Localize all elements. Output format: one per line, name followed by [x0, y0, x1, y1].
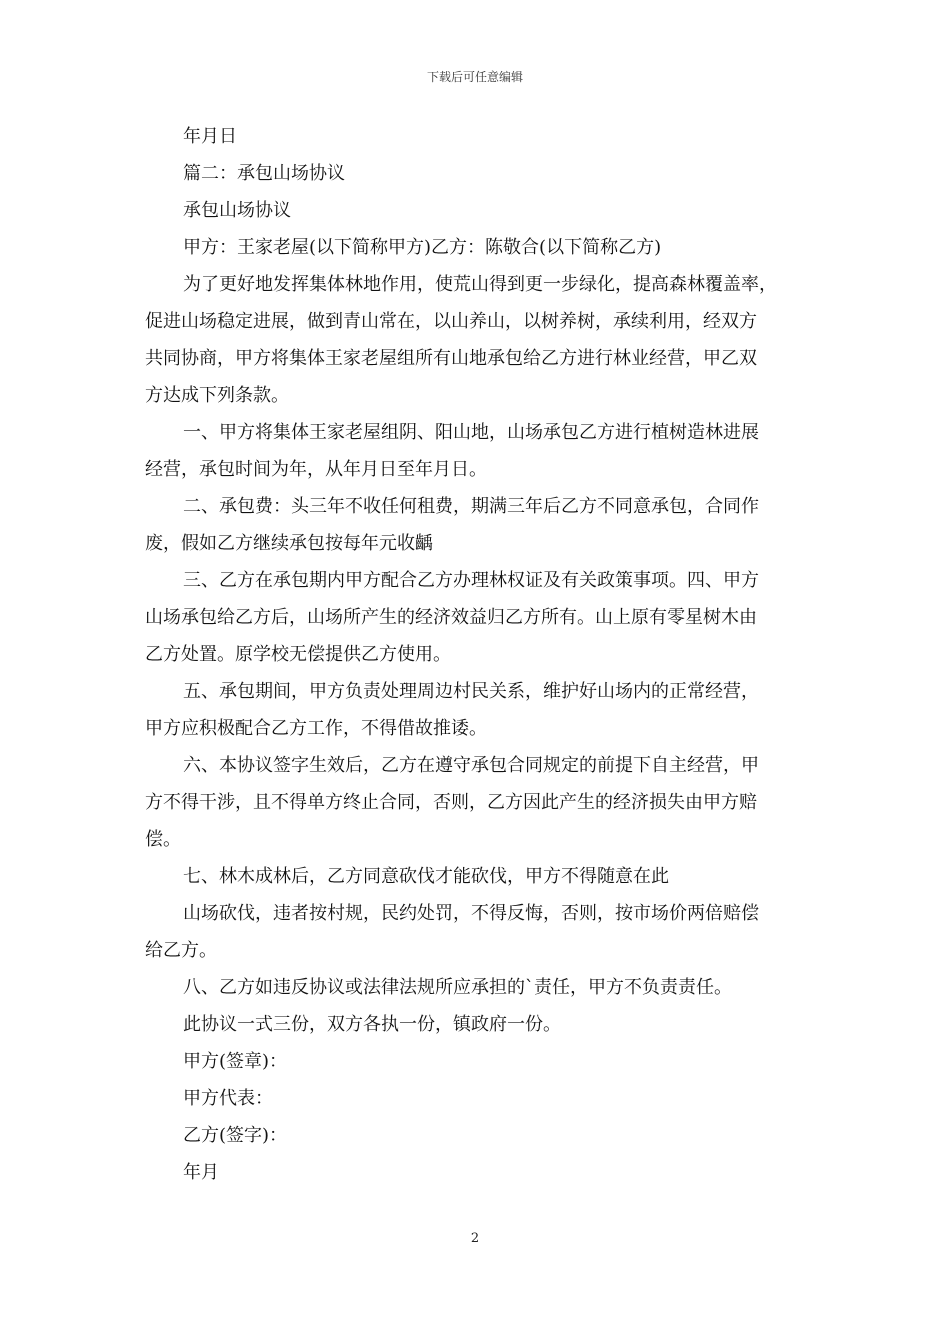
- clause-1: [145, 414, 809, 488]
- document-title: 承包山场协议: [183, 200, 291, 221]
- paragraph-line: 六、本协议签字生效后，乙方在遵守承包合同规定的前提下自主经营，甲: [183, 755, 759, 776]
- party-a-seal-line: 甲方(签章)：: [183, 1051, 288, 1072]
- closing-date-line: 年月: [183, 1162, 219, 1183]
- party-a-representative-line: 甲方代表：: [183, 1088, 273, 1109]
- clause-7: [145, 858, 809, 895]
- paragraph-line: 山场砍伐，违者按村规，民约处罚，不得反悔，否则，按市场价两倍赔偿: [183, 903, 759, 924]
- party-b-signature-line: 乙方(签字)：: [183, 1125, 288, 1146]
- clause-5: [145, 673, 809, 747]
- copies-line: 此协议一式三份，双方各执一份，镇政府一份。: [183, 1014, 561, 1035]
- page-number: 2: [470, 1231, 480, 1246]
- paragraph-line: 方不得干涉，且不得单方终止合同，否则，乙方因此产生的经济损失由甲方赔: [145, 792, 757, 813]
- paragraph-line: 促进山场稳定进展，做到青山常在，以山养山，以树养树，承续利用，经双方: [145, 311, 757, 332]
- clause-8: [145, 969, 809, 1006]
- clause-6: [145, 747, 809, 858]
- paragraph-line: 五、承包期间，甲方负责处理周边村民关系，维护好山场内的正常经营，: [183, 681, 759, 702]
- clause-7-continued: [145, 895, 809, 969]
- paragraph-line: 方达成下列条款。: [145, 385, 289, 406]
- intro-paragraph: [145, 266, 809, 414]
- clause-3-4: [145, 562, 809, 673]
- paragraph-line: 共同协商，甲方将集体王家老屋组所有山地承包给乙方进行林业经营，甲乙双: [145, 348, 757, 369]
- date-line: 年月日: [183, 126, 237, 147]
- chapter-title: 篇二：承包山场协议: [183, 163, 345, 184]
- paragraph-line: 废，假如乙方继续承包按每年元收齲: [145, 533, 433, 554]
- paragraph-line: 山场承包给乙方后，山场所产生的经济效益归乙方所有。山上原有零星树木由: [145, 607, 757, 628]
- document-body: [145, 118, 809, 1191]
- paragraph-line: 给乙方。: [145, 940, 217, 961]
- parties-line: 甲方：王家老屋(以下简称甲方)乙方：陈敬合(以下简称乙方): [183, 237, 662, 258]
- paragraph-line: 二、承包费：头三年不收任何租费，期满三年后乙方不同意承包，合同作: [183, 496, 759, 517]
- header-note: 下载后可任意编辑: [426, 70, 523, 84]
- paragraph-line: 偿。: [145, 829, 181, 850]
- paragraph-line: 一、甲方将集体王家老屋组阴、阳山地，山场承包乙方进行植树造林进展: [183, 422, 759, 443]
- paragraph-line: 经营，承包时间为年，从年月日至年月日。: [145, 459, 487, 480]
- paragraph-line: 为了更好地发挥集体林地作用，使荒山得到更一步绿化，提高森林覆盖率，: [183, 274, 777, 295]
- paragraph-line: 甲方应积极配合乙方工作，不得借故推诿。: [145, 718, 487, 739]
- paragraph-line: 三、乙方在承包期内甲方配合乙方办理林权证及有关政策事项。四、甲方: [183, 570, 759, 591]
- paragraph-line: 八、乙方如违反协议或法律法规所应承担的`责任，甲方不负责责任。: [183, 977, 732, 998]
- clause-2: [145, 488, 809, 562]
- paragraph-line: 乙方处置。原学校无偿提供乙方使用。: [145, 644, 451, 665]
- paragraph-line: 七、林木成林后，乙方同意砍伐才能砍伐，甲方不得随意在此: [183, 866, 669, 887]
